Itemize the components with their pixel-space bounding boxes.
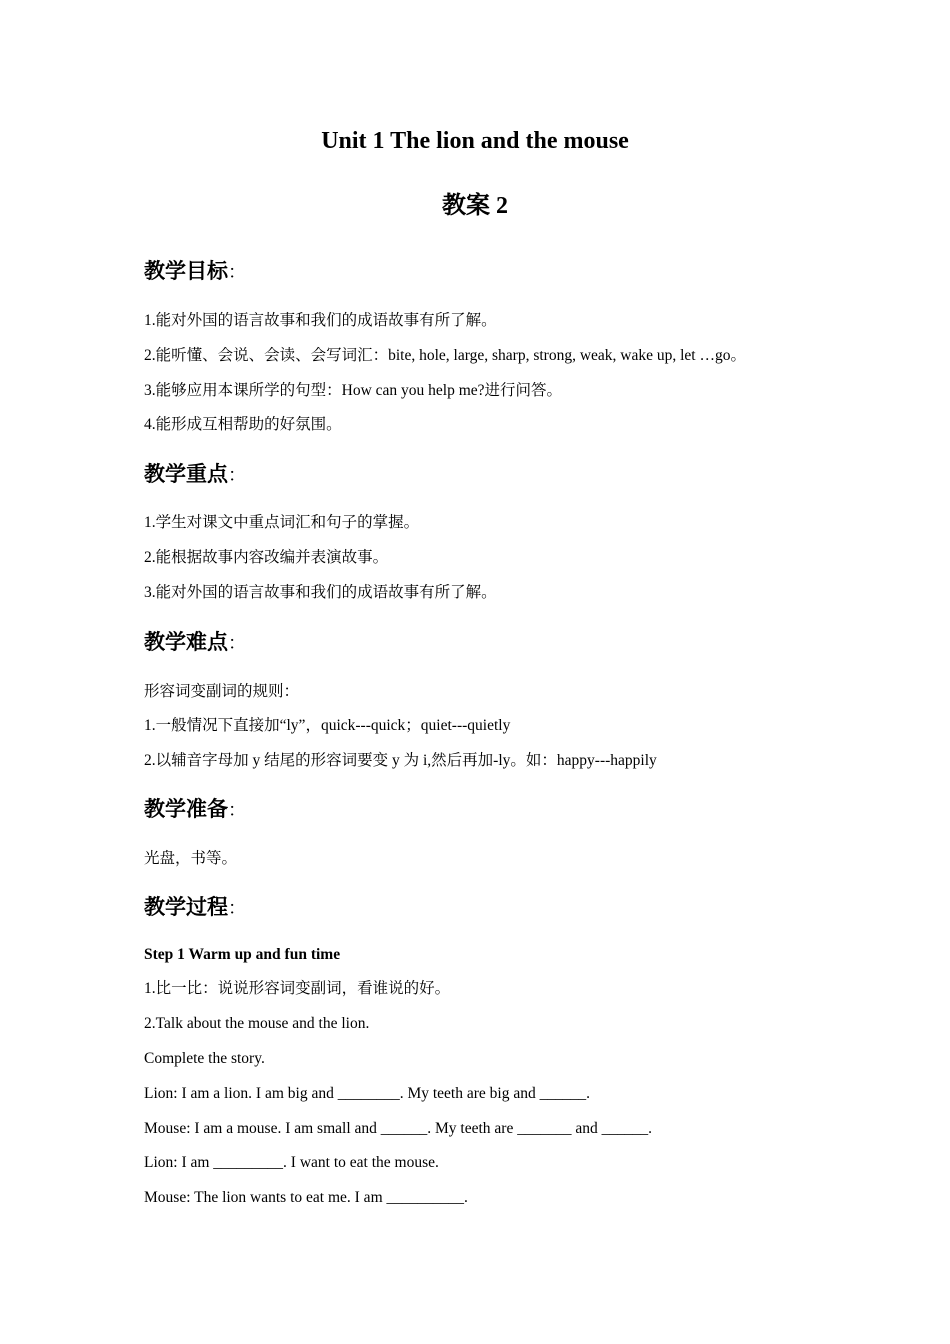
process-item-2: 2.Talk about the mouse and the lion. — [144, 1015, 370, 1032]
objective-item-3: 3.能够应用本课所学的句型：How can you help me?进行问答。 — [144, 382, 563, 399]
heading-colon: ： — [228, 262, 246, 282]
heading-text: 教学重点 — [144, 462, 228, 486]
heading-text: 教学准备 — [144, 797, 228, 821]
section-heading-preparation — [144, 796, 246, 823]
document-title: Unit 1 The lion and the mouse — [321, 128, 629, 154]
process-step-title: Step 1 Warm up and fun time — [144, 946, 341, 963]
process-item-1: 1.比一比：说说形容词变副词，看谁说的好。 — [144, 980, 451, 997]
difficulty-item-3: 2.以辅音字母加 y 结尾的形容词要变 y 为 i,然后再加-ly。如：happy---happily — [144, 752, 657, 769]
section-heading-key-points — [144, 461, 246, 488]
heading-colon: ： — [228, 465, 246, 485]
process-item-6: Lion: I am _________. I want to eat the mouse. — [144, 1154, 439, 1171]
objective-item-2: 2.能听懂、会说、会读、会写词汇：bite, hole, large, sharp, strong, weak, wake up, let …go。 — [144, 347, 746, 364]
document-subtitle: 教案 2 — [442, 193, 508, 219]
preparation-item-1: 光盘，书等。 — [144, 850, 238, 867]
objective-item-4: 4.能形成互相帮助的好氛围。 — [144, 416, 342, 433]
section-heading-difficulties — [144, 629, 246, 656]
heading-colon: ： — [228, 800, 246, 820]
section-heading-objectives — [144, 258, 246, 285]
difficulty-item-2: 1.一般情况下直接加“ly”，quick---quick；quiet---quietly — [144, 717, 511, 734]
key-point-item-2: 2.能根据故事内容改编并表演故事。 — [144, 549, 389, 566]
heading-text: 教学过程 — [144, 895, 228, 919]
process-item-5: Mouse: I am a mouse. I am small and ______. My teeth are _______ and ______. — [144, 1120, 652, 1137]
difficulty-item-1: 形容词变副词的规则： — [144, 683, 300, 700]
process-item-4: Lion: I am a lion. I am big and ________. My teeth are big and ______. — [144, 1085, 590, 1102]
section-heading-process — [144, 894, 246, 921]
key-point-item-3: 3.能对外国的语言故事和我们的成语故事有所了解。 — [144, 584, 497, 601]
process-item-7: Mouse: The lion wants to eat me. I am __________. — [144, 1189, 468, 1206]
process-item-3: Complete the story. — [144, 1050, 265, 1067]
heading-text: 教学难点 — [144, 630, 228, 654]
heading-text: 教学目标 — [144, 259, 228, 283]
key-point-item-1: 1.学生对课文中重点词汇和句子的掌握。 — [144, 514, 420, 531]
heading-colon: ： — [228, 898, 246, 918]
heading-colon: ： — [228, 633, 246, 653]
objective-item-1: 1.能对外国的语言故事和我们的成语故事有所了解。 — [144, 312, 497, 329]
